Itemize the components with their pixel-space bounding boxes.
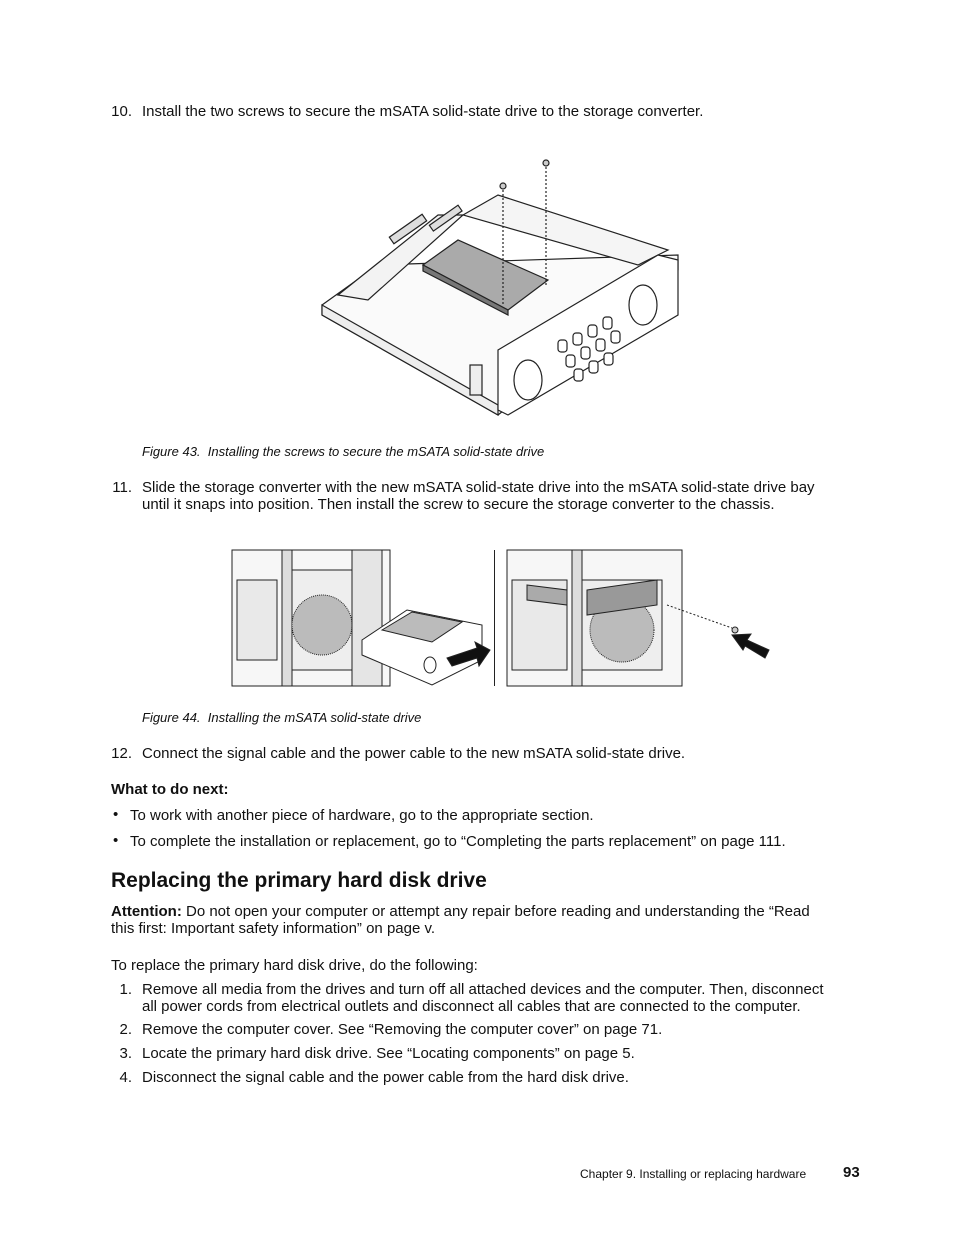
attention-line1: Do not open your computer or attempt any repair before reading and understanding the “Read [185, 903, 810, 920]
step-text: Remove the computer cover. See “Removing the computer cover” on page 71. [142, 1021, 663, 1038]
bullet-text: To work with another piece of hardware, go to the appropriate section. [130, 807, 594, 824]
step-number: 10. [111, 103, 132, 120]
step-text: Locate the primary hard disk drive. See “Locating components” on page 5. [142, 1045, 635, 1062]
attention-label: Attention: [111, 903, 182, 920]
step-text: Disconnect the signal cable and the power cable from the hard disk drive. [142, 1069, 629, 1086]
step-text-line2: until it snaps into position. Then install the screw to secure the storage converter to the chassis. [142, 496, 775, 513]
figure-43-illustration [318, 155, 690, 425]
footer-chapter: Chapter 9. Installing or replacing hardware [580, 1167, 807, 1181]
figure-label: Figure 43. [142, 444, 201, 459]
figure-44-right-illustration [507, 550, 775, 688]
bullet-marker: • [113, 832, 119, 849]
figure-43-caption [142, 444, 544, 459]
step-number: 12. [111, 745, 132, 762]
bullet-marker: • [113, 806, 119, 823]
figure-44-left-illustration [232, 550, 492, 688]
attention-line2: this first: Important safety information” on page v. [111, 920, 436, 937]
figure-divider [494, 550, 495, 686]
figure-label: Figure 44. [142, 710, 201, 725]
step-text-line2: all power cords from electrical outlets and disconnect all cables that are connected to the computer. [142, 998, 801, 1015]
intro-text: To replace the primary hard disk drive, do the following: [111, 957, 478, 974]
step-text: Install the two screws to secure the mSATA solid-state drive to the storage converter. [142, 103, 704, 120]
step-number: 4. [119, 1069, 132, 1086]
step-text-line1: Remove all media from the drives and turn off all attached devices and the computer. Then, disconnect [142, 981, 824, 998]
next-heading: What to do next: [111, 781, 229, 798]
step-number: 1. [119, 981, 132, 998]
step-number: 3. [119, 1045, 132, 1062]
section-title: Replacing the primary hard disk drive [111, 869, 487, 892]
figure-caption-text: Installing the screws to secure the mSATA solid-state drive [207, 444, 545, 459]
figure-caption-text: Installing the mSATA solid-state drive [207, 710, 422, 725]
figure-44-caption [142, 710, 421, 725]
bullet-text: To complete the installation or replacement, go to “Completing the parts replacement” on page 111. [130, 833, 786, 850]
attention-paragraph [111, 903, 871, 920]
step-number: 11. [112, 479, 132, 496]
step-number: 2. [119, 1021, 132, 1038]
step-text-line1: Slide the storage converter with the new mSATA solid-state drive into the mSATA solid-state drive bay [142, 479, 815, 496]
step-text: Connect the signal cable and the power cable to the new mSATA solid-state drive. [142, 745, 686, 762]
footer-page-number: 93 [843, 1164, 860, 1181]
